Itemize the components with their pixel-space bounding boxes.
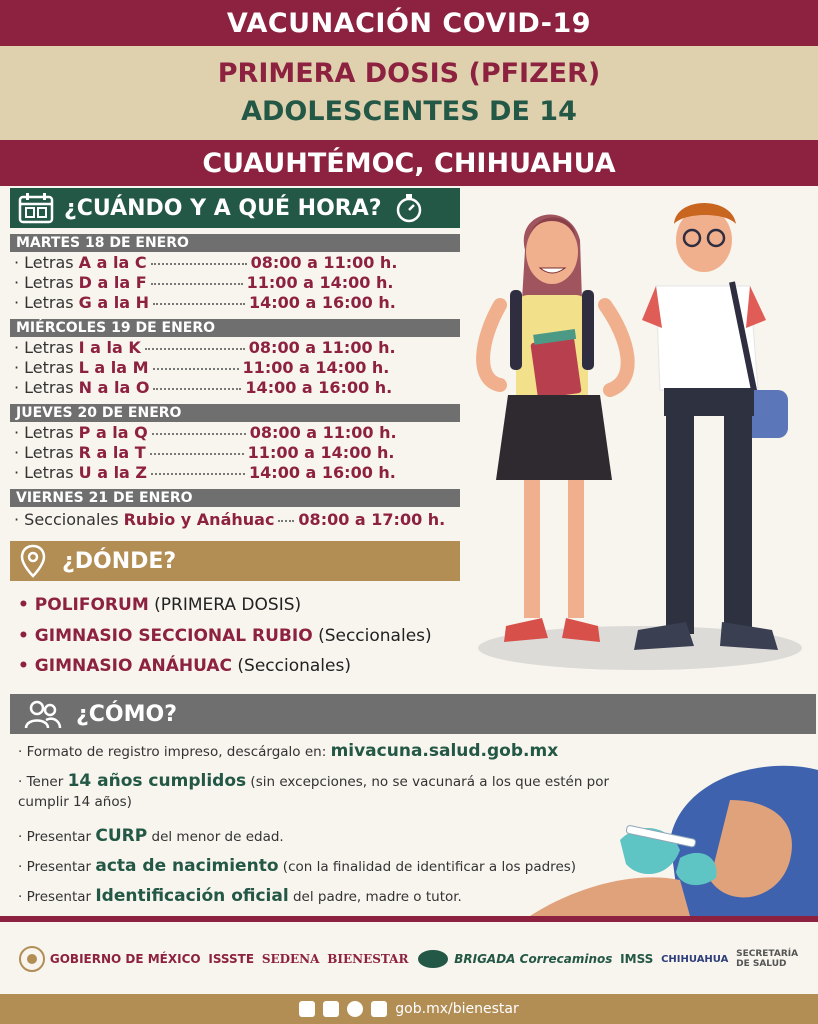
where-section-header [10, 541, 460, 581]
place-item: • GIMNASIO SECCIONAL RUBIO (Seccionales) [18, 626, 432, 646]
place-item: • GIMNASIO ANÁHUAC (Seccionales) [18, 656, 351, 676]
when-section-header [10, 188, 460, 228]
schedule-row: · Letras G a la H 14:00 a 16:00 h. [14, 293, 396, 312]
where-title: ¿DÓNDE? [62, 548, 177, 574]
age-line: ADOLESCENTES DE 14 [241, 96, 577, 127]
roadrunner-icon [416, 948, 450, 970]
eagle-seal-icon [18, 945, 46, 973]
schedule-row: · Letras P a la Q 08:00 a 11:00 h. [14, 423, 397, 442]
instagram-icon[interactable] [347, 1001, 363, 1017]
day-header: VIERNES 21 DE ENERO [10, 489, 460, 507]
how-section-header [10, 694, 816, 734]
facebook-icon[interactable] [299, 1001, 315, 1017]
issste-logo: ISSSTE [208, 952, 255, 966]
schedule-row: · Letras D a la F 11:00 a 14:00 h. [14, 273, 394, 292]
how-item: · Tener 14 años cumplidos (sin excepciones, no se vacunará a los que estén por cumplir 14 años) [18, 771, 610, 810]
gobierno-logo: GOBIERNO DE MÉXICO [18, 945, 201, 973]
sedena-logo: SEDENA [261, 952, 320, 966]
schedule-row: · Seccionales Rubio y Anáhuac 08:00 a 17:00 h. [14, 510, 446, 529]
imss-logo: IMSS [620, 952, 654, 966]
teenagers-illustration [470, 190, 810, 680]
vaccination-illustration [530, 760, 818, 916]
schedule-row: · Letras A a la C 08:00 a 11:00 h. [14, 253, 398, 272]
day-header: JUEVES 20 DE ENERO [10, 404, 460, 422]
title-banner [0, 0, 818, 46]
schedule-row: · Letras I a la K 08:00 a 11:00 h. [14, 338, 396, 357]
bienestar-logo: BIENESTAR [327, 952, 409, 966]
how-item: · Presentar Identificación oficial del padre, madre o tutor. [18, 886, 462, 906]
how-title: ¿CÓMO? [76, 701, 177, 727]
schedule-row: · Letras N a la O 14:00 a 16:00 h. [14, 378, 393, 397]
twitter-icon[interactable] [323, 1001, 339, 1017]
location-text: CUAUHTÉMOC, CHIHUAHUA [202, 147, 616, 179]
footer-divider [0, 916, 818, 922]
title-text: VACUNACIÓN COVID-19 [226, 7, 592, 39]
calendar-icon [18, 192, 54, 224]
day-header: MIÉRCOLES 19 DE ENERO [10, 319, 460, 337]
location-banner [0, 140, 818, 186]
secretaria-salud-logo: SECRETARÍA DE SALUD [736, 949, 799, 969]
social-bar [0, 994, 818, 1024]
chihuahua-logo: CHIHUAHUA [661, 953, 729, 965]
schedule-row: · Letras U a la Z 14:00 a 16:00 h. [14, 463, 396, 482]
youtube-icon[interactable] [371, 1001, 387, 1017]
how-item: · Presentar acta de nacimiento (con la finalidad de identificar a los padres) [18, 856, 577, 876]
dose-line: PRIMERA DOSIS (PFIZER) [217, 58, 601, 89]
place-item: • POLIFORUM (PRIMERA DOSIS) [18, 595, 302, 615]
schedule-row: · Letras L a la M 11:00 a 14:00 h. [14, 358, 390, 377]
schedule-row: · Letras R a la T 11:00 a 14:00 h. [14, 443, 395, 462]
day-header: MARTES 18 DE ENERO [10, 234, 460, 252]
how-item: · Formato de registro impreso, descárgalo en: mivacuna.salud.gob.mx [18, 741, 559, 761]
footer-url[interactable]: gob.mx/bienestar [395, 1001, 519, 1017]
how-item: · Presentar CURP del menor de edad. [18, 826, 284, 846]
stopwatch-icon [394, 192, 424, 224]
location-pin-icon [20, 544, 46, 578]
logo-strip [0, 926, 818, 992]
people-icon [24, 698, 62, 730]
dose-banner [0, 46, 818, 140]
correcaminos-logo: BRIGADA Correcaminos [416, 948, 612, 970]
when-title: ¿CUÁNDO Y A QUÉ HORA? [64, 195, 382, 221]
